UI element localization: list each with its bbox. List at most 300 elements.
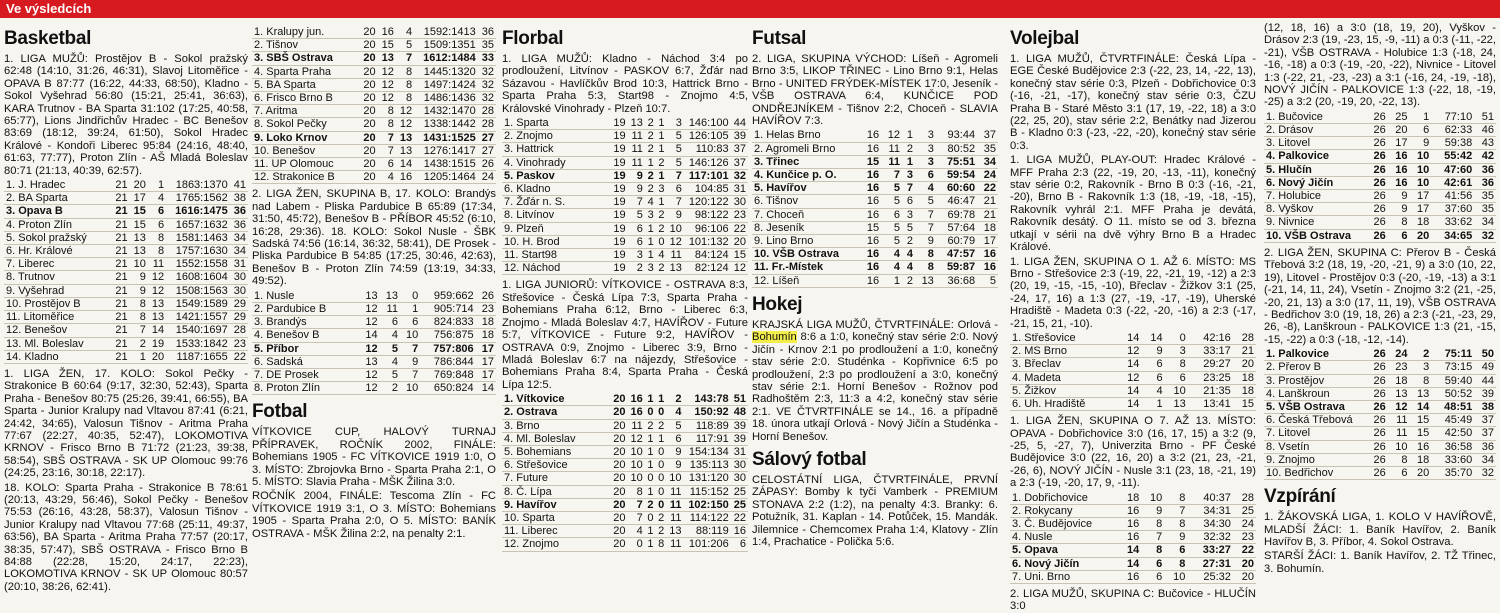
stat-cell: 18: [1395, 374, 1408, 387]
stat-cell: 39: [1481, 387, 1494, 400]
team-name: 3. Brandýs: [254, 316, 307, 329]
table-row: [1264, 453, 1496, 466]
stat-cell: 5: [927, 195, 934, 208]
team-name: 2. Přerov B: [1266, 361, 1322, 374]
stat-cell: 10: [1416, 176, 1430, 189]
stat-cell: 4: [647, 196, 654, 209]
stat-cell: 26: [1373, 229, 1386, 242]
stat-cell: 15: [1416, 427, 1430, 440]
stat-cell: 21: [1241, 345, 1254, 358]
table-row: [1010, 358, 1256, 371]
team-name: 7. DE Prosek: [254, 368, 319, 381]
stat-cell: 12: [381, 92, 394, 105]
stat-cell: 12: [365, 316, 378, 329]
table-row: [502, 393, 748, 406]
stat-cell: 44: [733, 117, 746, 130]
stat-cell: 20: [363, 52, 376, 65]
stat-cell: 47:57: [946, 248, 976, 261]
table-row: [4, 337, 248, 350]
team-name: 2. Znojmo: [504, 130, 553, 143]
stat-cell: 60:60: [946, 182, 976, 195]
stat-cell: 6: [636, 235, 643, 248]
stat-cell: 13: [365, 289, 378, 302]
stat-cell: 16: [866, 129, 880, 142]
team-name: 7. Choceň: [754, 208, 805, 221]
table-row: [4, 311, 248, 324]
stat-cell: 16: [1127, 518, 1140, 530]
stat-cell: 15: [866, 155, 880, 168]
stat-cell: 7: [1179, 504, 1186, 517]
stat-cell: 1: [906, 129, 913, 142]
stat-cell: 20: [363, 158, 376, 171]
stat-cell: 12: [365, 302, 378, 315]
stat-cell: 21: [115, 284, 128, 297]
team-name: 2. Drásov: [1266, 124, 1314, 137]
stat-cell: 20: [363, 105, 376, 118]
table-row: [502, 406, 748, 419]
stat-cell: 4: [1156, 384, 1163, 397]
stat-cell: 2: [647, 498, 654, 511]
stat-cell: 10: [1150, 491, 1163, 504]
stat-cell: 12: [365, 368, 378, 381]
stat-cell: 3: [906, 208, 913, 221]
table-row: [502, 249, 748, 262]
stat-cell: 20: [613, 419, 626, 432]
stat-cell: 10: [630, 472, 643, 485]
stat-cell: 5: [405, 39, 413, 52]
team-name: 1. Střešovice: [1012, 331, 1076, 344]
team-name: 5. Bohemians: [504, 445, 572, 458]
stat-cell: 19: [613, 117, 626, 130]
stat-cell: 19: [613, 130, 626, 143]
stat-cell: 769:848: [433, 368, 474, 381]
stat-cell: 8: [405, 65, 413, 78]
stat-cell: 29: [233, 311, 246, 324]
team-name: 2. Ostrava: [504, 406, 558, 419]
stat-cell: 21:35: [1203, 384, 1231, 397]
stat-cell: 13:41: [1203, 397, 1231, 410]
team-name: 7. Litovel: [1266, 427, 1311, 440]
stat-cell: 23:25: [1203, 371, 1231, 384]
stat-cell: 21: [115, 218, 128, 231]
stat-cell: 135:113: [689, 459, 729, 472]
stat-cell: 17: [481, 368, 494, 381]
stat-cell: 9: [1156, 345, 1163, 358]
stat-cell: 21: [115, 192, 128, 205]
volejbal-men-quarterfinal: 1. LIGA MUŽŮ, ČTVRTFINÁLE: Česká Lípa - EGE České Budějovice 2:3 (-22, 23, 14, -22, 13), konečný stav série 0:3, Plzeň - Dobřichovice 0:3 (-16, -21, -17), konečný stav série 0:3, ČZU Praha B - Staré Město 3:1 (17, 19, -22, 18) a 3:0 (22, 25, 20), stav série 2:2, Benátky nad Jizerou B - Kladno 0:3 (-23, -22, -20), konečný stav série 0:3.: [1010, 53, 1256, 152]
stat-cell: 5: [675, 156, 682, 169]
stat-cell: 14: [1127, 557, 1140, 570]
column-volejbal-cont: [1264, 22, 1496, 575]
stat-cell: 19: [613, 183, 626, 196]
stat-cell: 96:106: [694, 222, 729, 235]
team-name: 8. Vyškov: [1266, 203, 1314, 216]
stat-cell: 20: [613, 498, 626, 511]
team-name: 3. SBŠ Ostrava: [254, 52, 333, 65]
team-name: 1. Kralupy jun.: [254, 26, 325, 38]
team-name: 5. VŠB Ostrava: [1266, 400, 1345, 413]
stat-cell: 13: [133, 245, 146, 258]
team-name: 9. Znojmo: [1266, 453, 1315, 466]
stat-cell: 1: [658, 169, 665, 182]
stat-cell: 0: [412, 289, 419, 302]
stat-cell: 1445:1320: [423, 65, 476, 78]
stat-cell: 34: [1481, 453, 1494, 466]
stat-cell: 8: [1179, 358, 1186, 371]
table-row: [502, 432, 748, 445]
stat-cell: 16: [630, 406, 643, 419]
stat-cell: 33:60: [1444, 453, 1473, 466]
table-row: [1264, 348, 1496, 361]
table-row: [1264, 361, 1496, 374]
stat-cell: 16: [866, 169, 880, 182]
stat-cell: 34: [233, 231, 246, 244]
column-volejbal: [1010, 22, 1256, 613]
stat-cell: 16: [1127, 504, 1140, 517]
stat-cell: 1: [139, 350, 146, 363]
team-name: 3. Prostějov: [1266, 374, 1325, 387]
stat-cell: 28: [481, 105, 494, 118]
stat-cell: 48: [733, 406, 746, 419]
stat-cell: 8: [405, 92, 413, 105]
stat-cell: 41: [233, 179, 246, 192]
stat-cell: 60:79: [947, 235, 976, 248]
stat-cell: 5: [675, 143, 682, 156]
stat-cell: 20: [1241, 557, 1254, 570]
stat-cell: 10: [1416, 150, 1430, 163]
stat-cell: 8: [1401, 453, 1408, 466]
stat-cell: 0: [658, 445, 665, 458]
table-row: [4, 297, 248, 310]
stat-cell: 13: [669, 525, 682, 538]
stat-cell: 9: [139, 284, 146, 297]
team-name: 5. Opava: [1012, 544, 1058, 557]
stat-cell: 6: [1179, 371, 1186, 384]
stat-cell: 59:54: [946, 169, 976, 182]
stat-cell: 30: [233, 271, 246, 284]
stat-cell: 7: [636, 498, 643, 511]
stat-cell: 1608:1604: [175, 271, 228, 284]
stat-cell: 17: [1416, 203, 1430, 216]
stat-cell: 11: [669, 498, 682, 511]
basketbal-women-results-18: 18. KOLO: Sparta Praha - Strakonice B 78:61 (20:13, 43:29, 56:46), Sokol Pečky - Benešov 75:53 (26:16, 43:28, 58:37), Valosun Tišnov - Junior Kralupy nad Vltavou 77:68 (25:11, 49:37, 63:56), BA Sparta - Aritma Praha 77:57 (20:17, 38:35, 57:47), SBŠ OSTRAVA - Frisco Brno B 84:88 (22:28, 15:20, 24:17, 22:23), LOKOMOTIVA KRNOV - SK UP Olomouc 80:57 (20:10, 38:26, 62:41).: [4, 481, 248, 593]
column-futsal: [752, 22, 998, 548]
stat-cell: 13: [365, 355, 378, 368]
stat-cell: 20: [363, 65, 376, 78]
stat-cell: 1: [1156, 397, 1163, 410]
stat-cell: 104:85: [694, 183, 729, 196]
stat-cell: 42:50: [1444, 427, 1473, 440]
team-name: 4. Palkovice: [1266, 150, 1329, 163]
table-row: [752, 274, 998, 287]
futsal-results: 2. LIGA, SKUPINA VÝCHOD: Líšeň - Agromeli Brno 3:5, LIKOP TŘINEC - Lino Brno 9:1, Helas Brno - UNITED FRÝDEK-MÍSTEK 17:0, Jeseník - VŠB OSTRAVA 6:4, KUNČICE POD ONDŘEJNÍKEM - Tišnov 2:2, Choceň - SLAVIA HAVÍŘOV 7:3.: [752, 53, 998, 128]
table-row: [502, 143, 748, 156]
stat-cell: 20: [1416, 229, 1430, 242]
stat-cell: 26: [1373, 414, 1386, 427]
stat-cell: 102:150: [688, 498, 729, 511]
table-row: [252, 105, 496, 118]
stat-cell: 16: [983, 261, 996, 274]
stat-cell: 20: [613, 459, 626, 472]
stat-cell: 22: [1241, 544, 1254, 557]
stat-cell: 84:124: [694, 249, 729, 262]
team-name: 11. UP Olomouc: [254, 158, 334, 171]
stat-cell: 126:105: [688, 130, 729, 143]
stat-cell: 1187:1655: [176, 350, 228, 363]
stat-cell: 11: [1396, 427, 1408, 440]
stat-cell: 77:10: [1444, 110, 1473, 123]
stat-cell: 13: [151, 311, 165, 324]
table-row: [752, 169, 998, 182]
stat-cell: 9: [675, 209, 682, 222]
table-row: [1010, 384, 1256, 397]
team-name: 6. Nový Jičín: [1266, 176, 1334, 189]
stat-cell: 0: [647, 472, 654, 485]
stat-cell: 1: [647, 393, 654, 406]
stat-cell: 26: [1373, 453, 1386, 466]
stat-cell: 0: [1179, 331, 1186, 344]
table-row: [1264, 190, 1496, 203]
stat-cell: 2: [1423, 348, 1430, 361]
stat-cell: 14: [1127, 358, 1140, 371]
stat-cell: 14: [481, 382, 494, 395]
stat-cell: 7: [636, 511, 643, 524]
table-row: [4, 218, 248, 231]
stat-cell: 9: [1179, 531, 1186, 544]
stat-cell: 101:132: [688, 235, 729, 248]
stat-cell: 1612:1484: [423, 52, 476, 65]
stat-cell: 1592:1413: [423, 26, 476, 38]
vzpirani-results-older: STARŠÍ ŽÁCI: 1. Baník Havířov, 2. TŽ Třinec, 3. Bohumín.: [1264, 550, 1496, 575]
table-row: [752, 182, 998, 195]
stat-cell: 8: [927, 261, 934, 274]
stat-cell: 13: [1395, 387, 1408, 400]
team-name: 1. Vítkovice: [504, 393, 565, 406]
team-name: 4. Nusle: [1012, 531, 1053, 544]
stat-cell: 1: [658, 130, 665, 143]
stat-cell: 13: [1173, 397, 1186, 410]
stat-cell: 6: [927, 169, 934, 182]
stat-cell: 824:833: [433, 316, 474, 329]
stat-cell: 17: [1395, 137, 1408, 150]
stat-cell: 19: [151, 337, 165, 350]
stat-cell: 38: [1481, 400, 1494, 413]
stat-cell: 57:64: [947, 221, 976, 234]
stat-cell: 26: [1373, 110, 1386, 123]
stat-cell: 14: [1416, 400, 1430, 413]
stat-cell: 13: [381, 52, 394, 65]
table-row: [252, 171, 496, 184]
stat-cell: 117:101: [688, 169, 729, 182]
futsal-title: Futsal: [752, 28, 807, 49]
stat-cell: 15: [133, 218, 146, 231]
table-row: [1264, 216, 1496, 229]
team-name: 8. Proton Zlín: [254, 382, 321, 395]
stat-cell: 8: [139, 311, 146, 324]
team-name: 10. Sparta: [504, 511, 555, 524]
stat-cell: 26: [1373, 361, 1386, 374]
futsal-table: [752, 129, 998, 287]
stat-cell: 20: [733, 235, 746, 248]
stat-cell: 6: [1401, 229, 1408, 242]
stat-cell: 1486:1436: [423, 92, 476, 105]
stat-cell: 12: [669, 235, 682, 248]
stat-cell: 16: [1395, 176, 1408, 189]
stat-cell: 1: [1423, 110, 1430, 123]
stat-cell: 26: [481, 158, 494, 171]
stat-cell: 10: [669, 472, 682, 485]
team-name: 7. Holubice: [1266, 190, 1322, 203]
stat-cell: 0: [658, 485, 665, 498]
stat-cell: 7: [636, 196, 643, 209]
stat-cell: 8: [405, 78, 413, 91]
table-row: [4, 271, 248, 284]
stat-cell: 59:40: [1444, 374, 1473, 387]
stat-cell: 117:91: [695, 432, 729, 445]
stat-cell: 1: [647, 459, 654, 472]
stat-cell: 16: [866, 274, 880, 287]
stat-cell: 18: [1241, 371, 1254, 384]
stat-cell: 11: [631, 419, 643, 432]
team-name: 3. Břeclav: [1012, 358, 1061, 371]
stat-cell: 12: [1127, 371, 1140, 384]
stat-cell: 39: [733, 419, 746, 432]
stat-cell: 4: [405, 26, 413, 38]
stat-cell: 24: [983, 169, 996, 182]
stat-cell: 7: [1156, 531, 1163, 544]
team-name: 11. Fr.-Místek: [754, 261, 824, 274]
fotbal-title: Fotbal: [252, 401, 308, 423]
table-row: [502, 196, 748, 209]
stat-cell: 11: [670, 511, 682, 524]
stat-cell: 11: [670, 538, 682, 551]
stat-cell: 26: [1373, 190, 1386, 203]
stat-cell: 4: [906, 248, 913, 261]
stat-cell: 19: [613, 262, 626, 275]
stat-cell: 11: [670, 249, 682, 262]
team-name: 7. Future: [504, 472, 549, 485]
stat-cell: 9: [675, 445, 682, 458]
stat-cell: 39: [733, 130, 746, 143]
florbal-juniors-table: [502, 393, 748, 551]
table-row: [4, 231, 248, 244]
table-row: [1010, 570, 1256, 583]
stat-cell: 143:78: [694, 393, 729, 406]
stat-cell: 21: [115, 245, 128, 258]
basketbal-women-table: [252, 26, 496, 184]
stat-cell: 5: [636, 209, 643, 222]
table-row: [752, 208, 998, 221]
table-row: [752, 142, 998, 155]
stat-cell: 6: [675, 432, 682, 445]
team-name: 8. Sokol Pečky: [254, 118, 327, 131]
stat-cell: 26: [1373, 400, 1386, 413]
stat-cell: 1: [647, 235, 654, 248]
table-row: [1264, 427, 1496, 440]
stat-cell: 37: [733, 156, 746, 169]
stat-cell: 1533:1842: [175, 337, 228, 350]
table-row: [502, 222, 748, 235]
stat-cell: 22: [983, 182, 996, 195]
stat-cell: 0: [636, 538, 643, 551]
stat-cell: 34:31: [1203, 504, 1231, 517]
florbal-men-results: 1. LIGA MUŽŮ: Kladno - Náchod 3:4 po prodloužení, Litvínov - PASKOV 6:7, Žďár nad Sázavou - Havlíčkův Brod 10:3, Hattrick Brno - Sparta Praha 5:3, Start98 - Znojmo 4:5, Královské Vinohrady - Plzeň 10:7.: [502, 53, 748, 115]
stat-cell: 20: [363, 26, 376, 38]
stat-cell: 13: [399, 144, 413, 157]
team-name: 6. Kladno: [504, 183, 551, 196]
stat-cell: 16: [1395, 150, 1408, 163]
stat-cell: 16: [866, 248, 880, 261]
stat-cell: 1: [658, 393, 665, 406]
stat-cell: 3: [675, 117, 682, 130]
stat-cell: 36: [1481, 440, 1494, 453]
team-name: 7. Uni. Brno: [1012, 570, 1071, 583]
stat-cell: 12: [151, 271, 165, 284]
table-row: [4, 179, 248, 192]
stat-cell: 30: [733, 196, 746, 209]
stat-cell: 11: [631, 156, 643, 169]
stat-cell: 786:844: [433, 355, 474, 368]
stat-cell: 21: [115, 205, 128, 218]
table-row: [1264, 229, 1496, 242]
stat-cell: 7: [139, 324, 146, 337]
stat-cell: 101:206: [688, 538, 729, 551]
stat-cell: 75:11: [1444, 348, 1473, 361]
stat-cell: 5: [675, 130, 682, 143]
stat-cell: 80:52: [947, 142, 976, 155]
basketbal-women2-results: 2. LIGA ŽEN, SKUPINA B, 17. KOLO: Brandýs nad Labem - Pliska Pardubice B 65:89 (17:34, 31:50, 45:72), Benešov B - PŘÍBOR 45:52 (6:10, 16:28, 29:36). 18. KOLO: Sokol Nusle - ŠBK Sadská 74:56 (16:14, 36:32, 58:41), DE Prosek - Pliska Pardubice B 54:85 (17:25, 30:46, 42:63), Benešov B - Proton Zlín 74:59 (13:19, 34:33, 49:52).: [252, 188, 496, 288]
stat-cell: 14: [1127, 331, 1140, 344]
stat-cell: 20: [613, 538, 626, 551]
stat-cell: 18: [481, 329, 494, 342]
stat-cell: 6: [391, 316, 398, 329]
stat-cell: 0: [658, 459, 665, 472]
stat-cell: 18: [983, 221, 996, 234]
team-name: 1. Palkovice: [1266, 348, 1329, 361]
stat-cell: 26: [1373, 216, 1386, 229]
stat-cell: 21: [115, 179, 128, 192]
stat-cell: 8: [1179, 518, 1186, 530]
stat-cell: 20: [363, 144, 376, 157]
team-name: 9. Loko Krnov: [254, 131, 328, 144]
stat-cell: 15: [1416, 414, 1430, 427]
stat-cell: 59:38: [1444, 137, 1473, 150]
stat-cell: 8: [139, 297, 146, 310]
stat-cell: 6: [1156, 570, 1163, 583]
stat-cell: 26: [481, 289, 494, 302]
stat-cell: 82:124: [694, 262, 729, 275]
stat-cell: 19: [613, 169, 626, 182]
stat-cell: 93:44: [947, 129, 976, 142]
stat-cell: 17: [983, 235, 996, 248]
stat-cell: 1205:1464: [423, 171, 476, 184]
team-name: 5. Příbor: [254, 342, 299, 355]
stat-cell: 13: [151, 297, 165, 310]
stat-cell: 1: [658, 196, 665, 209]
stat-cell: 7: [675, 196, 682, 209]
stat-cell: 9: [412, 355, 419, 368]
stat-cell: 1549:1589: [175, 297, 228, 310]
stat-cell: 21: [115, 297, 128, 310]
table-row: [752, 248, 998, 261]
table-row: [502, 262, 748, 275]
stat-cell: 2: [906, 142, 913, 155]
stat-cell: 9: [675, 459, 682, 472]
stat-cell: 9: [1423, 137, 1430, 150]
team-name: 10. VŠB Ostrava: [1266, 229, 1351, 242]
stat-cell: 154:134: [688, 445, 729, 458]
stat-cell: 13: [399, 131, 413, 144]
